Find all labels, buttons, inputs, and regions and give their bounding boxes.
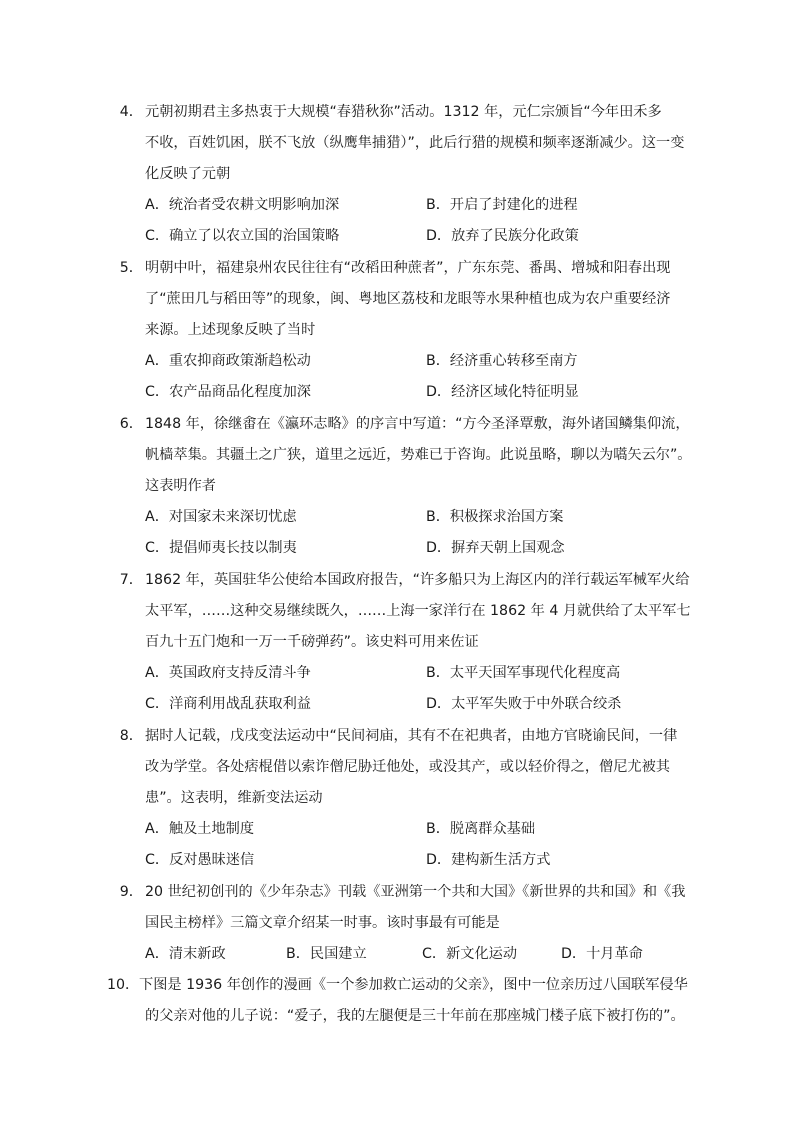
option-d[interactable]: D．放弃了民族分化政策 (426, 228, 579, 244)
question-text: 不收，百姓饥困，朕不飞放（纵鹰隼捕猎）”，此后行猎的规模和频率逐渐减少。这一变 (145, 135, 685, 151)
option-b[interactable]: B．民国建立 (286, 946, 367, 962)
option-b[interactable]: B．积极探求治国方案 (426, 509, 564, 525)
question-text: 1862 年，英国驻华公使给本国政府报告，“许多船只为上海区内的洋行载运军械军火给 (145, 572, 690, 588)
question-text: 的父亲对他的儿子说：“爱子，我的左腿便是三十年前在那座城门楼子底下被打伤的”。 (145, 1008, 685, 1024)
option-a[interactable]: A．清末新政 (145, 946, 226, 962)
options-row (113, 939, 688, 970)
option-a[interactable]: A．重农抑商政策渐趋松动 (145, 353, 311, 369)
question-9 (113, 877, 688, 970)
options-row (113, 689, 688, 720)
question-7 (113, 565, 691, 720)
option-a[interactable]: A．触及土地制度 (145, 821, 255, 837)
question-8 (113, 721, 688, 876)
option-d[interactable]: D．经济区域化特征明显 (426, 384, 579, 400)
option-a[interactable]: A．统治者受农耕文明影响加深 (145, 197, 340, 213)
question-10 (107, 970, 688, 1032)
question-text: 帆樯萃集。其疆土之广狭，道里之远近，势难已于咨询。此说虽略，聊以为嚆矢云尔”。 (145, 447, 692, 463)
question-number: 7． (119, 572, 143, 588)
question-text: 来源。上述现象反映了当时 (145, 322, 316, 338)
option-a[interactable]: A．对国家未来深切忧虑 (145, 509, 297, 525)
question-text: 下图是 1936 年创作的漫画《一个参加救亡运动的父亲》，图中一位亲历过八国联军侵华 (139, 977, 688, 993)
option-c[interactable]: C．反对愚昧迷信 (145, 852, 255, 868)
question-text: 化反映了元朝 (145, 166, 231, 182)
question-5 (113, 253, 688, 408)
option-d[interactable]: D．建构新生活方式 (426, 852, 551, 868)
question-text: 太平军，……这种交易继续既久，……上海一家洋行在 1862 年 4 月就供给了太平军七 (145, 603, 691, 619)
option-c[interactable]: C．提倡师夷长技以制夷 (145, 540, 297, 556)
question-text: 了“蔗田几与稻田等”的现象，闽、粤地区荔枝和龙眼等水果种植也成为农户重要经济 (145, 291, 671, 307)
question-text: 元朝初期君主多热衷于大规模“春猎秋狝”活动。1312 年，元仁宗颁旨“今年田禾多 (145, 104, 662, 120)
question-text: 国民主榜样》三篇文章介绍某一时事。该时事最有可能是 (145, 915, 500, 931)
question-6 (113, 409, 692, 564)
question-number: 4． (119, 104, 143, 120)
option-b[interactable]: B．开启了封建化的进程 (426, 197, 578, 213)
options-row (113, 221, 688, 252)
question-text: 患”。这表明，维新变法运动 (145, 790, 323, 806)
question-number: 9． (119, 884, 143, 900)
option-b[interactable]: B．脱离群众基础 (426, 821, 536, 837)
option-a[interactable]: A．英国政府支持反清斗争 (145, 665, 311, 681)
options-row (113, 502, 688, 533)
option-d[interactable]: D．十月革命 (561, 946, 643, 962)
question-text: 1848 年，徐继畬在《瀛环志略》的序言中写道：“方今圣泽覃敷，海外诸国鳞集仰流， (145, 416, 690, 432)
question-4 (113, 97, 688, 252)
options-row (113, 377, 688, 408)
question-number: 8． (119, 728, 143, 744)
options-row (113, 533, 688, 564)
options-row (113, 845, 688, 876)
question-number: 6． (119, 416, 143, 432)
option-d[interactable]: D．摒弃天朝上国观念 (426, 540, 565, 556)
options-row (113, 814, 688, 845)
option-c[interactable]: C．新文化运动 (422, 946, 518, 962)
question-text: 改为学堂。各处痞棍借以索诈僧尼胁迁他处，或没其产，或以轻价得之，僧尼尤被其 (145, 759, 670, 775)
option-c[interactable]: C．确立了以农立国的治国策略 (145, 228, 340, 244)
question-text: 据时人记载，戊戌变法运动中“民间祠庙，其有不在祀典者，由地方官晓谕民间，一律 (145, 728, 678, 744)
option-b[interactable]: B．经济重心转移至南方 (426, 353, 578, 369)
option-d[interactable]: D．太平军失败于中外联合绞杀 (426, 696, 622, 712)
question-number: 10． (107, 977, 140, 993)
options-row (113, 190, 688, 221)
question-text: 百九十五门炮和一万一千磅弹药”。该史料可用来佐证 (145, 634, 479, 650)
question-text: 这表明作者 (145, 478, 216, 494)
option-c[interactable]: C．洋商利用战乱获取利益 (145, 696, 311, 712)
question-text: 20 世纪初创刊的《少年杂志》刊载《亚洲第一个共和大国》《新世界的共和国》和《我 (145, 884, 686, 900)
question-number: 5． (119, 260, 143, 276)
options-row (113, 658, 688, 689)
question-text: 明朝中叶，福建泉州农民往往有“改稻田种蔗者”，广东东莞、番禺、增城和阳春出现 (145, 260, 671, 276)
options-row (113, 346, 688, 377)
option-b[interactable]: B．太平天国军事现代化程度高 (426, 665, 621, 681)
option-c[interactable]: C．农产品商品化程度加深 (145, 384, 311, 400)
